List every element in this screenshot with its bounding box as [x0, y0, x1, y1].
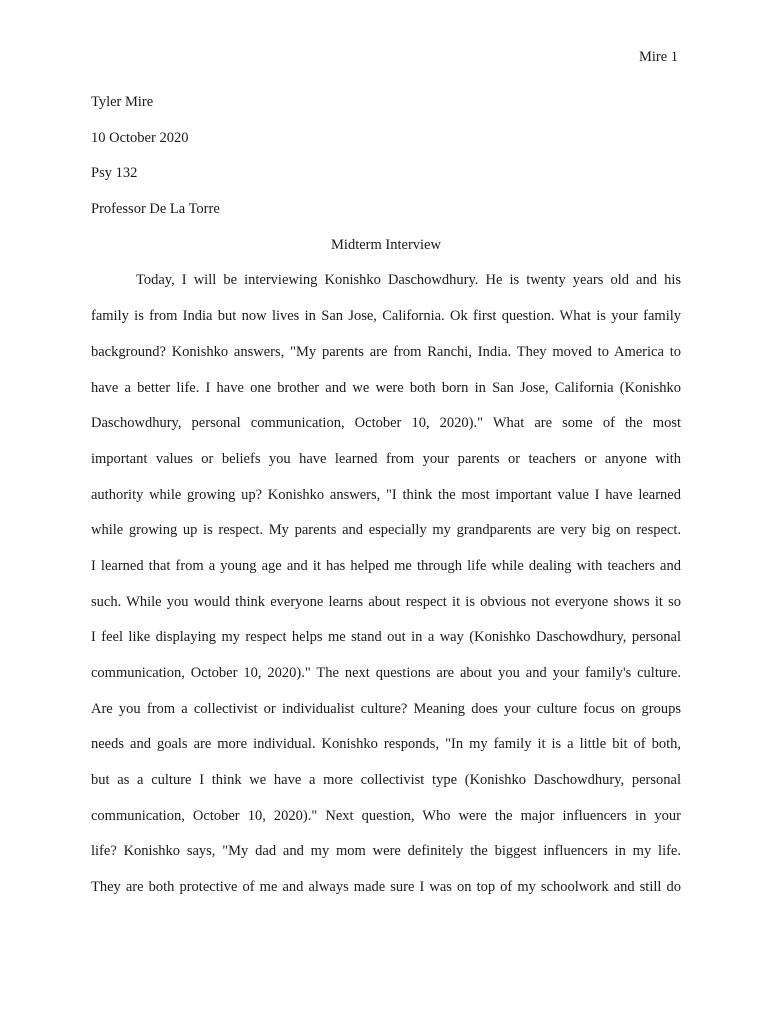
- paragraph-line: authority while growing up? Konishko answers, "I think the most important value I have learned: [91, 486, 681, 503]
- paragraph-line: Are you from a collectivist or individualist culture? Meaning does your culture focus on groups: [91, 700, 681, 717]
- paragraph-line: I learned that from a young age and it has helped me through life while dealing with teachers and: [91, 557, 681, 574]
- document-title: Midterm Interview: [331, 236, 441, 253]
- paragraph-line: while growing up is respect. My parents and especially my grandparents are very big on respect.: [91, 522, 681, 539]
- paragraph-line: family is from India but now lives in San Jose, California. Ok first question. What is your family: [91, 308, 681, 325]
- paragraph-line: background? Konishko answers, "My parents are from Ranchi, India. They moved to America to: [91, 343, 681, 360]
- course-name: Psy 132: [91, 165, 138, 182]
- document-body: [91, 92, 681, 913]
- running-head: Mire 1: [638, 49, 678, 65]
- paragraph-line: I feel like displaying my respect helps me stand out in a way (Konishko Daschowdhury, personal: [91, 629, 681, 646]
- paragraph-line: such. While you would think everyone learns about respect it is obvious not everyone shows it so: [91, 593, 681, 610]
- paragraph-line: communication, October 10, 2020)." The next questions are about you and your family's culture.: [91, 665, 681, 681]
- professor-name: Professor De La Torre: [91, 201, 220, 218]
- paragraph-line: important values or beliefs you have learned from your parents or teachers or anyone with: [91, 450, 681, 467]
- paragraph-line: Today, I will be interviewing Konishko Daschowdhury. He is twenty years old and his: [136, 272, 681, 289]
- paragraph-line: but as a culture I think we have a more collectivist type (Konishko Daschowdhury, personal: [91, 772, 681, 789]
- paragraph-line: life? Konishko says, "My dad and my mom were definitely the biggest influencers in my life.: [91, 843, 681, 860]
- paragraph-line: Daschowdhury, personal communication, October 10, 2020)." What are some of the most: [91, 415, 681, 432]
- paragraph-line: They are both protective of me and always made sure I was on top of my schoolwork and still do: [91, 879, 681, 896]
- paragraph-line: have a better life. I have one brother and we were both born in San Jose, California (Konishko: [91, 379, 681, 396]
- author-name: Tyler Mire: [91, 94, 154, 110]
- document-date: 10 October 2020: [91, 129, 189, 146]
- paragraph-line: needs and goals are more individual. Konishko responds, "In my family it is a little bit of both,: [91, 736, 681, 753]
- paragraph-line: communication, October 10, 2020)." Next question, Who were the major influencers in your: [91, 807, 681, 824]
